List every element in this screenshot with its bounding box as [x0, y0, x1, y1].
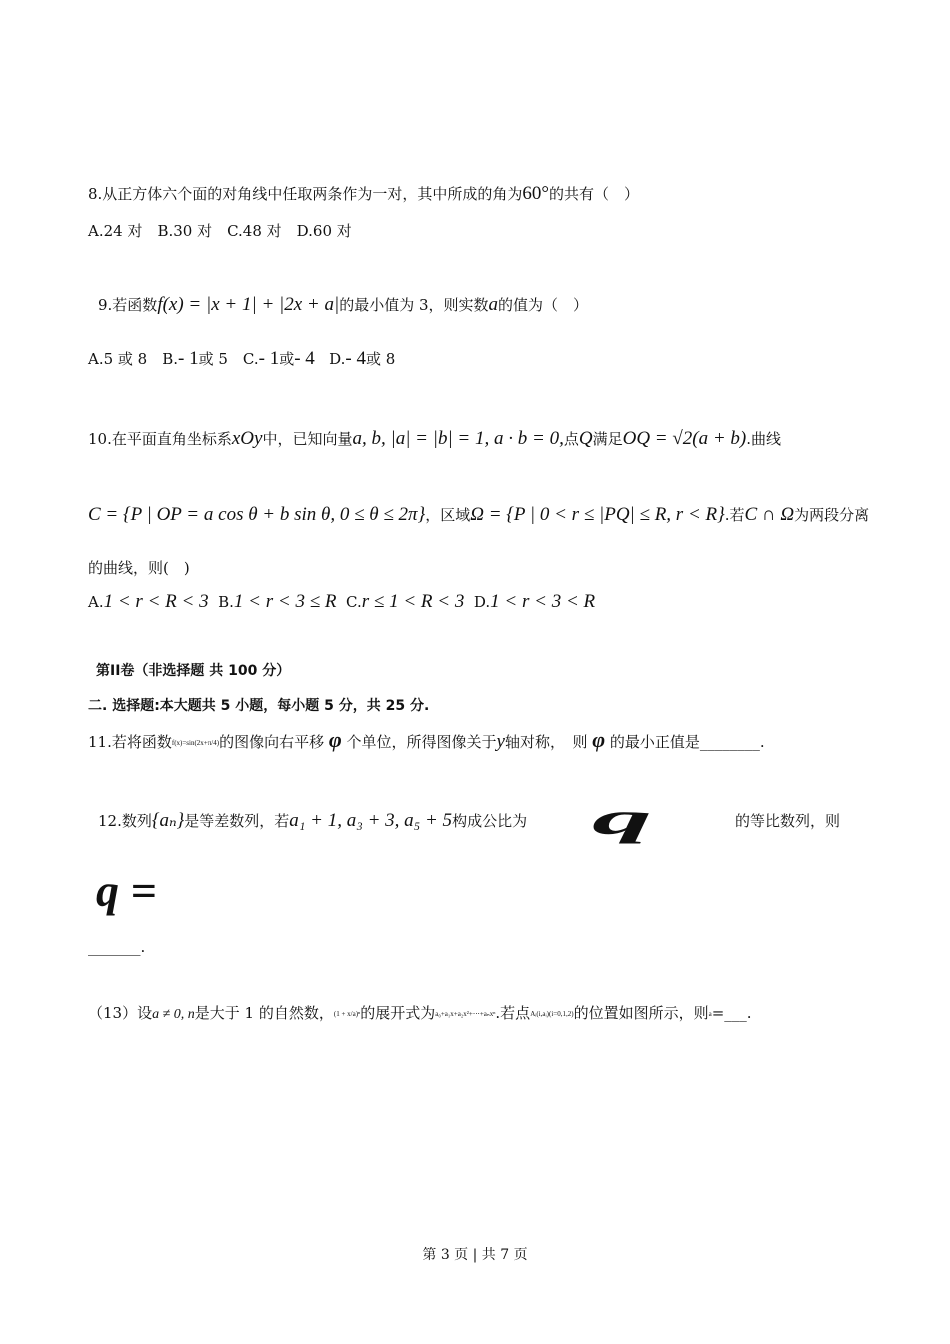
page-footer: 第 3 页 | 共 7 页 — [422, 1247, 528, 1263]
q10-text: 10.在平面直角坐标系 — [88, 430, 232, 448]
q9-option-d-text: 或 8 — [365, 350, 396, 368]
q11-text: 11.若将函数 — [88, 733, 172, 751]
q13-condition: a ≠ 0, n — [152, 1007, 195, 1022]
q9-text-end: 的值为（ ） — [498, 296, 589, 314]
q12-text-end: 的等比数列，则 — [735, 812, 841, 830]
q13-text-d: .若点 — [495, 1004, 531, 1022]
q9-option-d-val: - 4 — [345, 348, 366, 369]
q9-options — [88, 348, 395, 370]
q13-text-e: 的位置如图所示，则 — [573, 1004, 709, 1022]
q12-sequence: {aₙ} — [151, 810, 185, 831]
q11-function: f(x)=sin(2x+π/4) — [171, 739, 220, 747]
q9-option-a: A.5 或 8 B. — [88, 350, 179, 368]
question-10 — [88, 428, 781, 450]
q12-terms: a₁ + 1, a₃ + 3, a₅ + 5 — [289, 810, 453, 831]
q10-option-c-math: r ≤ 1 < R < 3 — [361, 591, 465, 612]
q9-option-c-val1: - 1 — [258, 348, 280, 369]
q10-option-d: D. — [473, 593, 491, 611]
q13-expansion: a₀+a₁x+a₂x²+⋯+aₙxⁿ — [435, 1010, 496, 1018]
q12-text: 12.数列 — [98, 812, 152, 830]
q10-oq: OQ = √2(a + b) — [622, 428, 747, 449]
q13-binomial: (1 + x/a)ⁿ — [333, 1010, 361, 1018]
q10-text-g: .若 — [724, 506, 745, 524]
q10-text-f: ，区域 — [425, 506, 471, 524]
q10-option-c: C. — [346, 593, 362, 611]
q10-coord: xOy — [231, 428, 263, 449]
q11-text-e: 的最小正值是________. — [609, 733, 765, 751]
q10-intersect: C ∩ Ω — [744, 504, 795, 525]
q10-text-b: 中，已知向量 — [262, 430, 353, 448]
q9-option-c-val2: - 4 — [294, 348, 315, 369]
q9-option-b-text: 或 5 C. — [198, 350, 259, 368]
q10-line-3: 的曲线，则( ) — [88, 559, 190, 577]
q10-vectors: a, b, |a| = |b| = 1, a · b = 0, — [352, 428, 564, 449]
q13-text-c: 的展开式为 — [360, 1004, 436, 1022]
q10-option-a: A. — [88, 593, 104, 611]
q8-angle: 60° — [522, 183, 549, 204]
q10-text-c: 点 — [563, 430, 579, 448]
q9-function: f(x) = |x + 1| + |2x + a| — [157, 294, 340, 315]
q10-text-e: .曲线 — [746, 430, 782, 448]
q10-option-a-math: 1 < r < R < 3 — [103, 591, 209, 612]
q13-text-b: 是大于 1 的自然数， — [194, 1004, 334, 1022]
q8-text: 8.从正方体六个面的对角线中任取两条作为一对，其中所成的角为 — [88, 185, 523, 203]
q9-text: 9.若函数 — [98, 296, 158, 314]
q9-option-b-val: - 1 — [178, 348, 199, 369]
q13-var-a: a — [708, 1010, 712, 1018]
q9-option-d: D. — [329, 350, 346, 368]
q13-points: Aᵢ(i,aᵢ)(i=0,1,2) — [530, 1010, 574, 1018]
section-title: 第ⅠⅠ卷（非选择题 共 100 分） — [96, 663, 291, 679]
q11-y: y — [496, 731, 505, 752]
q10-option-b: B. — [218, 593, 234, 611]
q11-text-b: 的图像向右平移 — [219, 733, 325, 751]
q10-line-2 — [88, 504, 869, 526]
q12-big-q: q — [592, 793, 652, 844]
q9-var: a — [488, 294, 499, 315]
q12-text-c: 构成公比为 — [452, 812, 528, 830]
q9-text-mid: 的最小值为 3，则实数 — [339, 296, 489, 314]
question-11 — [88, 729, 765, 754]
q12-blank: _______. — [88, 938, 146, 956]
q12-answer-q: q = — [96, 865, 157, 916]
q8-options: A.24 对 B.30 对 C.48 对 D.60 对 — [88, 222, 352, 240]
question-13 — [88, 1002, 752, 1026]
q10-point-q: Q — [578, 428, 593, 449]
q11-text-d: 轴对称， 则 — [504, 733, 588, 751]
question-9 — [98, 294, 588, 316]
section-subtitle: 二. 选择题:本大题共 5 小题，每小题 5 分，共 25 分. — [88, 698, 430, 714]
q10-region: Ω = {P | 0 < r ≤ |PQ| ≤ R, r < R} — [470, 504, 725, 525]
q13-text: （13）设 — [88, 1004, 153, 1022]
q10-option-d-math: 1 < r < 3 < R — [490, 591, 596, 612]
question-8 — [88, 183, 639, 205]
q11-phi: φ — [328, 727, 342, 752]
q12-text-b: 是等差数列，若 — [184, 812, 290, 830]
q11-text-c: 个单位，所得图像关于 — [346, 733, 497, 751]
q10-text-h: 为两段分离 — [794, 506, 870, 524]
q10-text-d: 满足 — [592, 430, 623, 448]
q8-text-end: 的共有（ ） — [548, 185, 639, 203]
q10-curve-c: C = {P | OP = a cos θ + b sin θ, 0 ≤ θ ≤ 2π} — [88, 504, 426, 525]
q13-blank: =___. — [711, 1004, 752, 1022]
question-12 — [98, 810, 527, 832]
q11-phi-2: φ — [592, 727, 606, 752]
q10-options — [88, 591, 595, 613]
q10-option-b-math: 1 < r < 3 ≤ R — [233, 591, 337, 612]
q9-option-c-or: 或 — [279, 350, 295, 368]
